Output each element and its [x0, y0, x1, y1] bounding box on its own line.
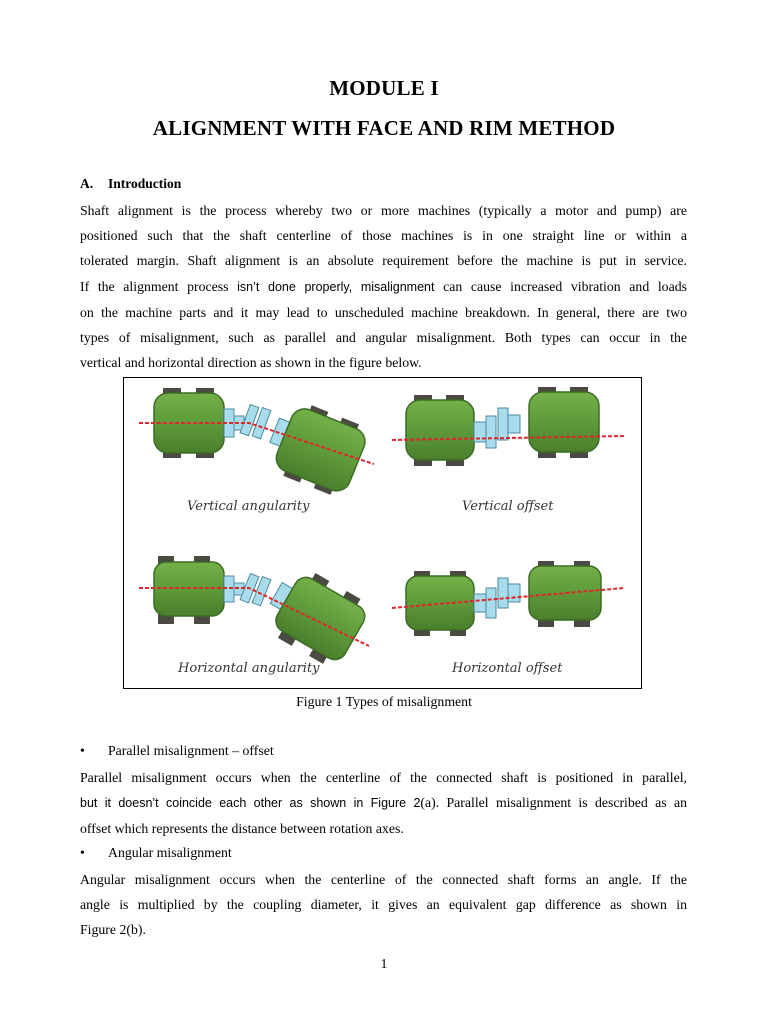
misalignment-illustration	[124, 378, 641, 688]
motor-right-offset	[498, 387, 599, 458]
intro-line: tolerated margin. Shaft alignment is an absolute requirement before the machine is put in service.	[80, 253, 687, 269]
intro-line: positioned such that the shaft centerline of those machines is in one straight line or within a	[80, 228, 687, 244]
bullet-parallel	[80, 743, 274, 759]
paragraph-line: Parallel misalignment occurs when the centerline of the connected shaft is positioned in parallel,	[80, 770, 687, 785]
vertical-offset-label: Vertical offset	[462, 499, 554, 514]
bullet-label: Angular misalignment	[108, 845, 232, 860]
intro-line-mixed	[80, 274, 687, 300]
intro-text: If the alignment process	[80, 278, 238, 294]
motor-left	[406, 395, 496, 466]
horizontal-offset-label: Horizontal offset	[452, 661, 563, 676]
horizontal-angularity-panel	[139, 556, 373, 676]
paragraph-line: Figure 2(b).	[80, 922, 146, 938]
bullet-dot: •	[80, 845, 85, 860]
parallel-paragraph	[80, 765, 687, 842]
bullet-label: Parallel misalignment – offset	[108, 743, 274, 758]
bullet-angular	[80, 845, 232, 861]
misalignment-figure	[123, 377, 642, 689]
horizontal-offset-panel	[392, 561, 624, 676]
motor-right-tilted	[260, 396, 371, 500]
intro-text: can cause increased vibration and loads	[434, 278, 687, 294]
coupling	[240, 574, 271, 606]
vertical-offset-panel	[392, 387, 624, 514]
vertical-angularity-label: Vertical angularity	[187, 499, 310, 514]
paragraph-line-mixed	[80, 790, 687, 816]
section-number: A.	[80, 176, 94, 191]
motor-right-tilted	[257, 561, 372, 671]
intro-line: vertical and horizontal direction as shown in the figure below.	[80, 355, 422, 371]
intro-text-sans: isn’t done properly, misalignment	[237, 279, 435, 294]
page-title: ALIGNMENT WITH FACE AND RIM METHOD	[152, 116, 616, 140]
intro-paragraph	[80, 198, 687, 375]
intro-line: on the machine parts and it may lead to unscheduled machine breakdown. In general, there are two	[80, 304, 687, 320]
paragraph-line: Angular misalignment occurs when the centerline of the connected shaft forms an angle. If the	[80, 872, 687, 887]
vertical-angularity-panel	[139, 388, 374, 514]
module-heading: MODULE I	[329, 76, 439, 100]
coupling	[240, 405, 271, 439]
bullet-dot: •	[80, 743, 85, 758]
paragraph-text-sans: but it doesn’t coincide each other as shown in Figure 2	[80, 796, 421, 811]
paragraph-line: offset which represents the distance between rotation axes.	[80, 821, 404, 837]
horizontal-angularity-label: Horizontal angularity	[178, 661, 320, 676]
motor-left	[406, 571, 496, 636]
intro-line: Shaft alignment is the process whereby two or more machines (typically a motor and pump) are	[80, 203, 687, 218]
intro-line: types of misalignment, such as parallel and angular misalignment. Both types can occur in the	[80, 330, 687, 346]
paragraph-line: angle is multiplied by the coupling diameter, it gives an equivalent gap difference as shown in	[80, 897, 687, 913]
section-title: Introduction	[108, 176, 182, 191]
section-heading	[80, 176, 181, 192]
figure-caption: Figure 1 Types of misalignment	[296, 694, 472, 709]
page-number: 1	[380, 956, 388, 971]
paragraph-text: (a). Parallel misalignment is described as an	[420, 795, 687, 811]
angular-paragraph	[80, 867, 687, 943]
motor-left	[154, 556, 244, 624]
